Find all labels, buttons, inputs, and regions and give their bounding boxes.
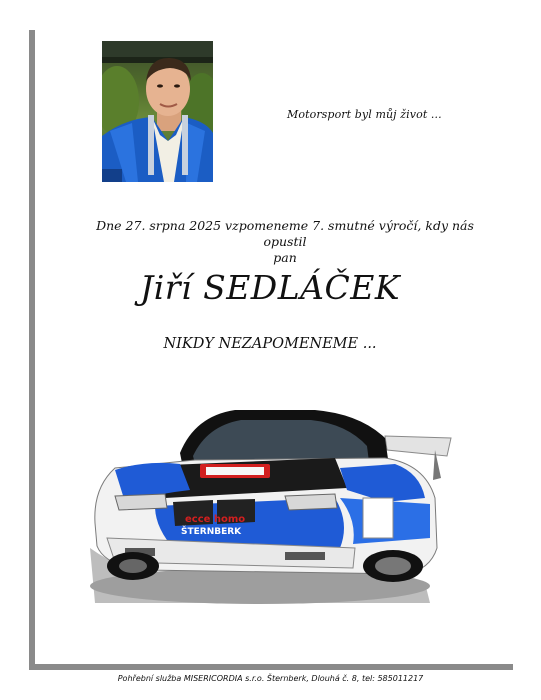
- race-car-image: [85, 398, 465, 608]
- livery-text-line-1: ecce homo: [185, 514, 246, 525]
- anniversary-announcement: [75, 218, 495, 266]
- page-shadow-left: [29, 30, 35, 670]
- deceased-name: Jiří SEDLÁČEK: [140, 268, 400, 307]
- portrait-photo: [102, 41, 213, 182]
- footer-funeral-service: Pohřební služba MISERICORDIA s.r.o. Šternberk, Dlouhá č. 8, tel: 585011217: [117, 674, 424, 683]
- announcement-line-1: Dne 27. srpna 2025 vzpomeneme 7. smutné výročí, kdy nás opustil: [96, 218, 474, 249]
- tagline: NIKDY NEZAPOMENEME ...: [163, 336, 377, 352]
- livery-text-line-2: ŠTERNBERK: [181, 527, 242, 537]
- motto-text: Motorsport byl můj život ...: [287, 108, 442, 121]
- announcement-line-2: pan: [273, 250, 297, 265]
- page-shadow-bottom: [29, 664, 513, 670]
